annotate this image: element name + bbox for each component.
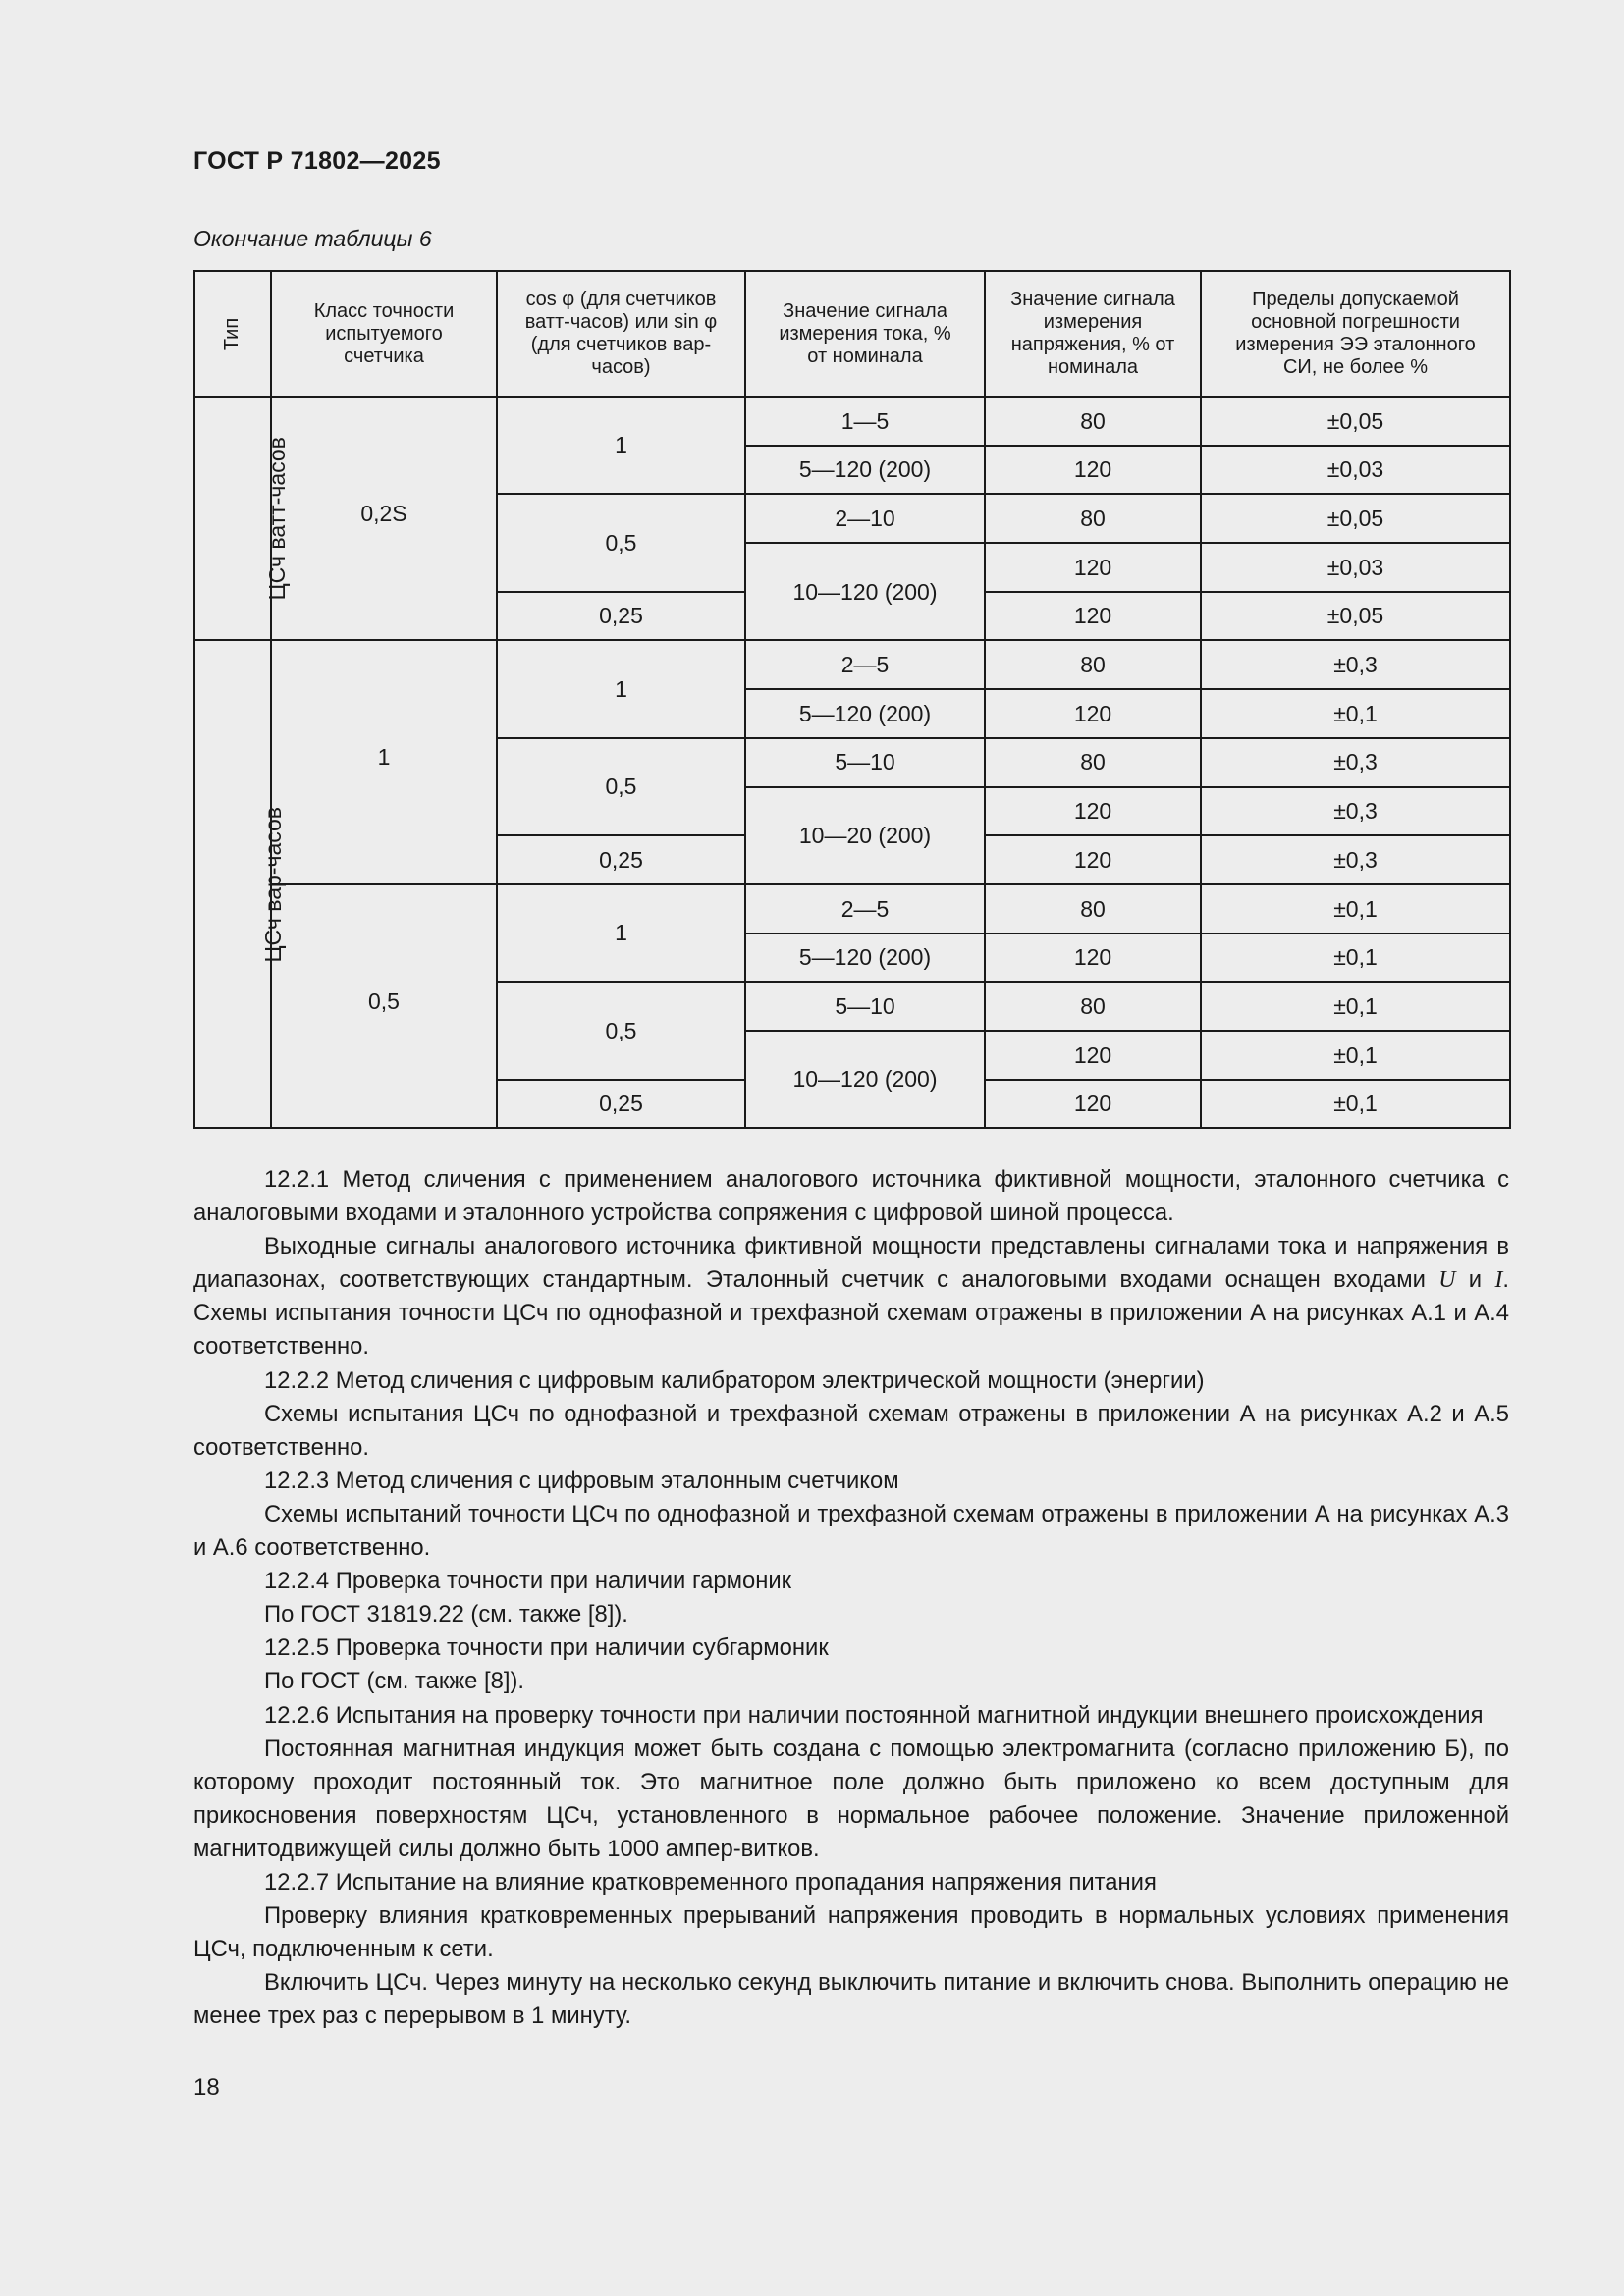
col-header-cos: cos φ (для счетчиков ватт-часов) или sin φ (для счетчиков вар-часов) — [497, 271, 745, 397]
col-header-current: Значение сигнала измерения тока, % от номинала — [745, 271, 985, 397]
type-cell — [194, 640, 287, 1128]
voltage-cell: 80 — [985, 884, 1201, 934]
col-header-error: Пределы допускаемой основной погрешности измерения ЭЭ эталонного СИ, не более % — [1201, 271, 1510, 397]
section-heading: 12.2.2 Метод сличения с цифровым калибратором электрической мощности (энергии) — [264, 1366, 1205, 1394]
cos-cell: 1 — [497, 640, 745, 737]
paragraph: Включить ЦСч. Через минуту на несколько секунд выключить питание и включить снова. Выполнить операцию не менее трех раз с перерывом в 1 минуту. — [193, 1969, 1509, 2030]
col-header-type — [194, 271, 271, 397]
error-cell: ±0,03 — [1201, 446, 1510, 495]
cos-cell: 0,25 — [497, 1080, 745, 1129]
error-cell: ±0,1 — [1201, 884, 1510, 934]
voltage-cell: 80 — [985, 397, 1201, 446]
cos-cell: 1 — [497, 397, 745, 494]
current-cell: 2—5 — [745, 640, 985, 689]
error-cell: ±0,03 — [1201, 543, 1510, 592]
current-cell: 10—120 (200) — [745, 1031, 985, 1128]
section-heading: 12.2.5 Проверка точности при наличии субгармоник — [264, 1634, 829, 1662]
current-cell: 1—5 — [745, 397, 985, 446]
current-symbol: I — [1494, 1267, 1503, 1294]
type-cell — [194, 397, 290, 640]
voltage-cell: 80 — [985, 738, 1201, 787]
error-cell: ±0,3 — [1201, 640, 1510, 689]
paragraph: 12.2.1 Метод сличения с применением аналогового источника фиктивной мощности, эталонного счетчика с аналоговыми входами и эталонного устройства сопряжения с цифровой шиной процесса. — [193, 1166, 1509, 1227]
cos-cell: 1 — [497, 884, 745, 982]
cos-cell: 0,25 — [497, 592, 745, 641]
class-cell: 1 — [271, 640, 497, 883]
spec-table — [193, 270, 1511, 1129]
page-number: 18 — [193, 2074, 220, 2101]
error-cell: ±0,3 — [1201, 787, 1510, 836]
paragraph — [193, 1230, 1509, 1363]
current-cell: 10—20 (200) — [745, 787, 985, 884]
error-cell: ±0,1 — [1201, 1080, 1510, 1129]
voltage-cell: 80 — [985, 982, 1201, 1031]
error-cell: ±0,3 — [1201, 738, 1510, 787]
paragraph: Проверку влияния кратковременных прерываний напряжения проводить в нормальных условиях применения ЦСч, подключенным к сети. — [193, 1902, 1509, 1963]
paragraph: По ГОСТ (см. также [8]). — [264, 1668, 524, 1695]
voltage-cell: 120 — [985, 1080, 1201, 1129]
cos-cell: 0,5 — [497, 494, 745, 591]
table-row — [194, 397, 1510, 446]
error-cell: ±0,1 — [1201, 982, 1510, 1031]
table-header-row — [194, 271, 1510, 397]
cos-cell: 0,25 — [497, 835, 745, 884]
voltage-cell: 120 — [985, 592, 1201, 641]
error-cell: ±0,3 — [1201, 835, 1510, 884]
paragraph-text: Выходные сигналы аналогового источника фиктивной мощности представлены сигналами тока и напряжения в диапазонах, соответствующих стандартным. Эталонный счетчик с аналоговыми входами оснащен входами — [193, 1233, 1509, 1294]
paragraph: По ГОСТ 31819.22 (см. также [8]). — [264, 1601, 628, 1629]
current-cell: 5—120 (200) — [745, 934, 985, 983]
col-header-type-label: Тип — [221, 317, 244, 350]
current-cell: 10—120 (200) — [745, 543, 985, 640]
table-row — [194, 640, 1510, 689]
current-cell: 5—120 (200) — [745, 689, 985, 738]
table-caption: Окончание таблицы 6 — [193, 226, 432, 251]
cos-cell: 0,5 — [497, 738, 745, 835]
voltage-symbol: U — [1438, 1267, 1456, 1294]
current-cell: 2—5 — [745, 884, 985, 934]
col-header-class: Класс точности испытуемого счетчика — [271, 271, 497, 397]
voltage-cell: 120 — [985, 934, 1201, 983]
type-label: ЦСч ватт-часов — [263, 437, 290, 601]
document-header: ГОСТ Р 71802—2025 — [193, 147, 441, 175]
error-cell: ±0,05 — [1201, 397, 1510, 446]
paragraph: Схемы испытаний точности ЦСч по однофазной и трехфазной схемам отражены в приложении А на рисунках А.3 и А.6 соответственно. — [193, 1500, 1509, 1562]
section-heading: 12.2.6 Испытания на проверку точности при наличии постоянной магнитной индукции внешнего происхождения — [264, 1701, 1484, 1729]
error-cell: ±0,1 — [1201, 1031, 1510, 1080]
error-cell: ±0,05 — [1201, 592, 1510, 641]
current-cell: 5—120 (200) — [745, 446, 985, 495]
current-cell: 5—10 — [745, 982, 985, 1031]
table-row — [194, 884, 1510, 934]
voltage-cell: 80 — [985, 640, 1201, 689]
paragraph-text: . Схемы испытания точности ЦСч по однофазной и трехфазной схемам отражены в приложении А на рисунках А.1 и А.4 соответственно. — [193, 1266, 1509, 1361]
class-cell: 0,5 — [271, 884, 497, 1128]
error-cell: ±0,1 — [1201, 689, 1510, 738]
voltage-cell: 120 — [985, 787, 1201, 836]
cos-cell: 0,5 — [497, 982, 745, 1079]
voltage-cell: 120 — [985, 446, 1201, 495]
paragraph-text: и — [1455, 1266, 1495, 1294]
type-label: ЦСч вар-часов — [260, 806, 287, 963]
error-cell: ±0,05 — [1201, 494, 1510, 543]
current-cell: 5—10 — [745, 738, 985, 787]
current-cell: 2—10 — [745, 494, 985, 543]
voltage-cell: 80 — [985, 494, 1201, 543]
voltage-cell: 120 — [985, 543, 1201, 592]
body-text — [193, 1163, 1509, 2033]
paragraph: Схемы испытания ЦСч по однофазной и трехфазной схемам отражены в приложении А на рисунках А.2 и А.5 соответственно. — [193, 1400, 1509, 1461]
error-cell: ±0,1 — [1201, 934, 1510, 983]
voltage-cell: 120 — [985, 1031, 1201, 1080]
voltage-cell: 120 — [985, 689, 1201, 738]
section-heading: 12.2.3 Метод сличения с цифровым эталонным счетчиком — [264, 1467, 899, 1494]
class-cell: 0,2S — [271, 397, 497, 640]
voltage-cell: 120 — [985, 835, 1201, 884]
section-heading: 12.2.7 Испытание на влияние кратковременного пропадания напряжения питания — [264, 1868, 1157, 1896]
section-heading: 12.2.4 Проверка точности при наличии гармоник — [264, 1568, 792, 1595]
col-header-voltage: Значение сигнала измерения напряжения, % от номинала — [985, 271, 1201, 397]
paragraph: Постоянная магнитная индукция может быть создана с помощью электромагнита (согласно приложению Б), по которому проходит постоянный ток. Это магнитное поле должно быть приложено ко всем доступным для прикосновения поверхностям ЦСч, установленного в нормальное рабочее положение. Значение приложенной магнитодвижущей силы должно быть 1000 ампер-витков. — [193, 1735, 1509, 1862]
